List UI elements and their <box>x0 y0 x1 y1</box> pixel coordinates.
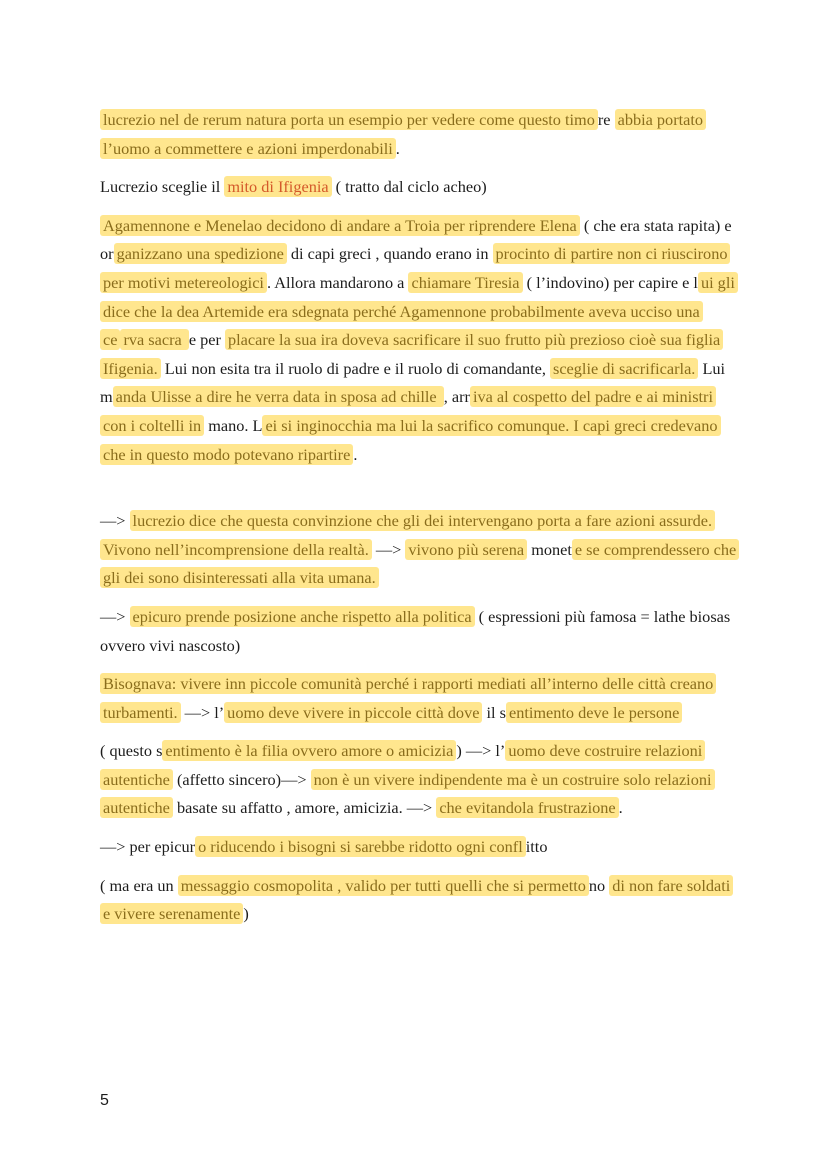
text-run: ( che era stata rapita) e or <box>100 215 732 264</box>
paragraph <box>100 603 740 660</box>
text-run: ( l’indovino) per capire e l <box>522 272 698 292</box>
highlighted-text: uomo deve vivere in piccole città dove <box>224 702 482 723</box>
paragraph <box>100 212 740 469</box>
highlighted-text: Vivono nell’incomprensione della realtà. <box>100 539 372 560</box>
highlighted-text: procinto di partire non ci riuscirono per motivi metereologici <box>100 243 730 293</box>
text-run: basate su affatto , amore, amicizia. —> <box>172 798 437 818</box>
text-run: . <box>395 138 400 158</box>
text-run: Lui m <box>100 358 726 407</box>
highlighted-text: ui gli dice che la dea Artemide era sdegnata perché Agamennone probabilmente aveva ucciso una ce <box>100 272 738 350</box>
text-run: monet <box>527 539 572 559</box>
paragraph <box>100 507 740 593</box>
text-run: —> per epicur <box>100 837 196 857</box>
text-run: ) <box>243 904 249 924</box>
text-run: . Allora mandarono a <box>266 272 409 292</box>
text-run: ( tratto dal ciclo acheo) <box>331 177 487 197</box>
highlighted-text: lucrezio dice che questa convinzione che gli dei intervengano porta a fare azioni assurde. <box>130 510 716 531</box>
text-run: ( espressioni più famosa = lathe biosas ovvero vivi nascosto) <box>100 606 731 655</box>
text-run: di capi greci , quando erano in <box>286 244 493 264</box>
highlighted-text: abbia portato l’uomo a commettere e azioni imperdonabili <box>100 109 706 159</box>
text-run: re <box>597 110 615 129</box>
highlighted-text: uomo deve costruire relazioni autentiche <box>100 740 705 790</box>
page-body <box>100 106 740 939</box>
paragraph <box>100 670 740 727</box>
highlighted-text: di non fare soldati e vivere serenamente <box>100 875 733 925</box>
highlighted-text: rva sacra <box>120 329 188 350</box>
paragraph <box>100 173 740 202</box>
paragraph <box>100 737 740 823</box>
highlighted-text: entimento è la filia ovvero amore o amicizia <box>162 740 456 761</box>
text-run: Lucrezio sceglie il <box>100 177 225 197</box>
page-number: 5 <box>100 1092 109 1109</box>
paragraph <box>100 872 740 929</box>
highlighted-text: ei si inginocchia ma lui la sacrifico comunque. I capi greci credevano che in questo modo potevano ripartire <box>100 415 721 465</box>
text-run: —> <box>100 606 130 626</box>
text-run: ( questo s <box>100 741 163 761</box>
text-run: e per <box>188 330 225 350</box>
highlighted-text: Bisognava: vivere inn piccole comunità perché i rapporti mediati all’interno delle città creano turbamenti. <box>100 673 716 723</box>
highlighted-text: messaggio cosmopolita , valido per tutti quelli che si permetto <box>178 875 589 896</box>
text-run: Lui non esita tra il ruolo di padre e il ruolo di comandante, <box>160 358 550 378</box>
highlighted-text: placare la sua ira doveva sacrificare il suo frutto più prezioso cioè sua figlia Ifigenia. <box>100 329 723 379</box>
paragraph <box>100 833 740 862</box>
text-run: —> <box>371 539 406 559</box>
text-run: . <box>353 444 358 464</box>
highlighted-text: vivono più serena <box>405 539 527 560</box>
highlighted-text: non è un vivere indipendente ma è un costruire solo relazioni autentiche <box>100 769 715 819</box>
highlighted-text: Agamennone e Menelao decidono di andare a Troia per riprendere Elena <box>100 215 580 236</box>
text-run: il s <box>482 702 506 722</box>
highlighted-text: e se comprendessero che gli dei sono disinteressati alla vita umana. <box>100 539 739 589</box>
text-run: ( ma era un <box>100 875 178 895</box>
highlighted-text: anda Ulisse a dire he verra data in sposa ad chille <box>113 386 444 407</box>
text-run: . <box>618 798 623 818</box>
text-run: —> l’ <box>180 702 225 722</box>
text-run: (affetto sincero)—> <box>172 769 311 789</box>
text-run: ) —> l’ <box>456 741 506 761</box>
highlighted-text: che evitandola frustrazione <box>436 797 618 818</box>
highlighted-text: lucrezio nel de rerum natura porta un esempio per vedere come questo timo <box>100 109 598 130</box>
text-run: itto <box>525 837 548 857</box>
text-run: —> <box>100 511 130 531</box>
highlighted-text: sceglie di sacrificarla. <box>550 358 698 379</box>
highlighted-text: iva al cospetto del padre e ai ministri con i coltelli in <box>100 386 716 436</box>
paragraph <box>100 106 740 163</box>
highlighted-text: mito di Ifigenia <box>224 176 331 197</box>
highlighted-text: chiamare Tiresia <box>408 272 522 293</box>
highlighted-text: epicuro prende posizione anche rispetto alla politica <box>130 606 475 627</box>
text-run: , arr <box>443 387 470 407</box>
highlighted-text: entimento deve le persone <box>506 702 682 723</box>
text-run: no <box>588 875 610 895</box>
highlighted-text: o riducendo i bisogni si sarebbe ridotto ogni confl <box>195 836 526 857</box>
highlighted-text: ganizzano una spedizione <box>114 243 287 264</box>
text-run: mano. L <box>204 415 263 435</box>
